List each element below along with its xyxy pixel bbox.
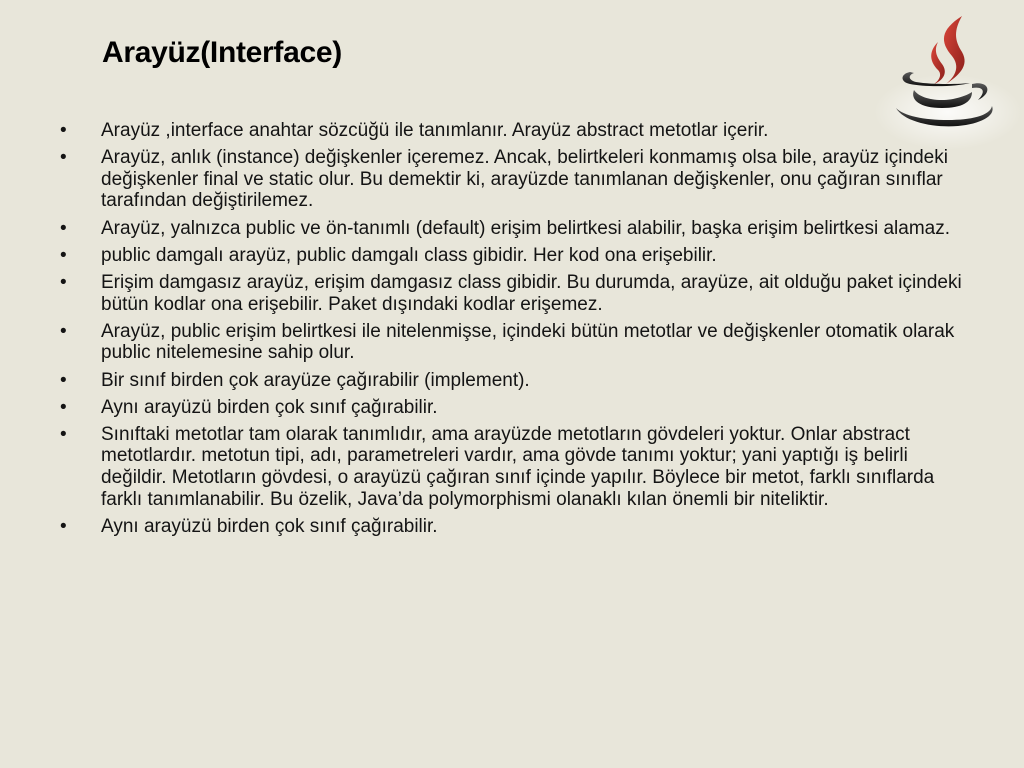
bullet-text: Arayüz, yalnızca public ve ön-tanımlı (default) erişim belirtkesi alabilir, başka erişim belirtkesi alamaz.: [101, 217, 950, 239]
bullet-text: Erişim damgasız arayüz, erişim damgasız class gibidir. Bu durumda, arayüze, ait olduğu paket içindeki bütün kodlar ona erişebilir. Paket dışındaki kodlar erişemez.: [101, 271, 962, 315]
bullet-marker: •: [60, 147, 67, 169]
bullet-marker: •: [60, 120, 67, 141]
slide-title: Arayüz(Interface): [102, 36, 342, 69]
bullet-item: [58, 370, 978, 392]
bullet-text: Bir sınıf birden çok arayüze çağırabilir (implement).: [101, 369, 530, 391]
bullet-text: Sınıftaki metotlar tam olarak tanımlıdır, ama arayüzde metotların gövdeleri yoktur. Onlar abstract metotlardır. metotun tipi, adı, parametreleri vardır, ama gövde tanımı yoktur; yani yaptığı iş belirli değildir. Metotların gövdesi, o arayüzü çağıran sınıf içinde yapılır. Böylece bir metot, farklı sınıflarda farklı tanımlanabilir. Bu özelik, Java’da polymorphismi olanaklı kılan önemli bir niteliktir.: [101, 423, 935, 510]
bullet-item: [58, 272, 978, 315]
bullet-item: [58, 147, 978, 212]
bullet-item: [58, 245, 978, 267]
bullet-marker: •: [60, 217, 67, 239]
bullet-text: Aynı arayüzü birden çok sınıf çağırabilir.: [101, 515, 438, 537]
bullet-item: [58, 516, 978, 538]
bullet-marker: •: [60, 271, 67, 293]
bullet-marker: •: [60, 369, 67, 391]
bullet-marker: •: [60, 423, 67, 445]
bullet-marker: •: [60, 320, 67, 342]
bullet-text: Arayüz ,interface anahtar sözcüğü ile tanımlanır. Arayüz abstract metotlar içerir.: [101, 120, 769, 141]
bullet-text: Aynı arayüzü birden çok sınıf çağırabilir.: [101, 396, 438, 418]
bullet-item: [58, 120, 978, 142]
bullet-marker: •: [60, 244, 67, 266]
bullet-text: Arayüz, public erişim belirtkesi ile nitelenmişse, içindeki bütün metotlar ve değişkenler otomatik olarak public nitelemesine sahip olur.: [101, 320, 955, 364]
bullet-marker: •: [60, 515, 67, 537]
bullet-marker: •: [60, 396, 67, 418]
bullet-list: [58, 120, 978, 543]
bullet-text: public damgalı arayüz, public damgalı class gibidir. Her kod ona erişebilir.: [101, 244, 717, 266]
bullet-text: Arayüz, anlık (instance) değişkenler içeremez. Ancak, belirtkeleri konmamış olsa bile, arayüz içindeki değişkenler final ve static olur. Bu demektir ki, arayüzde tanımlanan değişkenler, onu çağıran sınıflar tarafından değiştirilemez.: [101, 147, 948, 212]
bullet-item: [58, 424, 978, 510]
bullet-item: [58, 218, 978, 240]
bullet-item: [58, 397, 978, 419]
bullet-item: [58, 321, 978, 364]
